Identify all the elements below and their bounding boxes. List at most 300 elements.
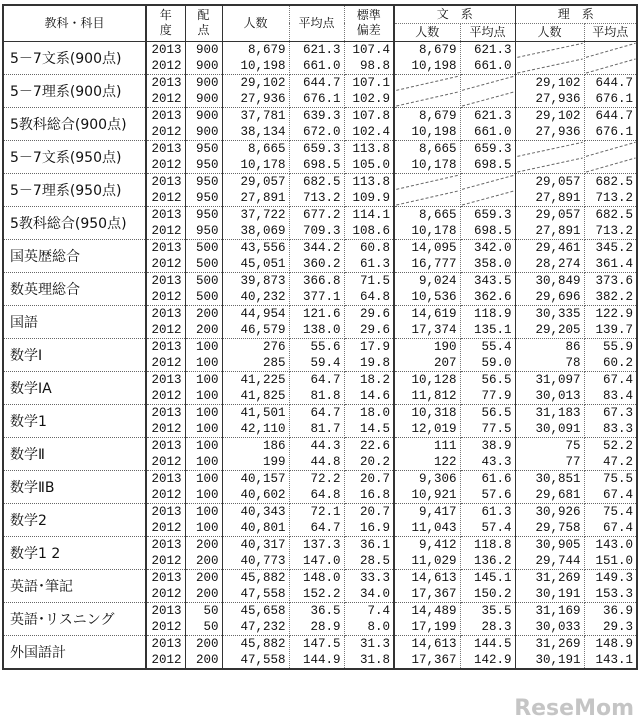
points-value-2013: 100 <box>195 405 219 420</box>
table-row <box>3 536 637 569</box>
year-value-2012: 2012 <box>151 553 182 568</box>
count-value-2012: 27,936 <box>240 91 286 106</box>
rikei-count-value-2012: 29,681 <box>535 487 581 502</box>
year-value-2013: 2013 <box>151 240 182 255</box>
count-value-2012: 285 <box>262 355 286 370</box>
bunkei-average-value-2012: 59.0 <box>481 355 512 370</box>
points-value-2013: 100 <box>195 339 219 354</box>
rikei-average-value-2013: 345.2 <box>595 240 634 255</box>
subject-cell: 5－7理系(900点) <box>3 74 146 107</box>
average-value-2012: 661.0 <box>302 58 341 73</box>
table-row <box>3 569 637 602</box>
sd-value-2013: 7.4 <box>367 603 390 618</box>
year-value-2013: 2013 <box>151 405 182 420</box>
count-value-2013: 39,873 <box>240 273 286 288</box>
bunkei-count-value-2013: 10,318 <box>411 405 457 420</box>
header-year-line1: 年 <box>159 8 172 23</box>
bunkei-average-cell <box>460 206 515 239</box>
count-cell <box>222 272 289 305</box>
count-value-2013: 45,882 <box>240 570 286 585</box>
points-cell <box>185 536 222 569</box>
average-value-2012: 672.0 <box>302 124 341 139</box>
year-cell <box>146 107 185 140</box>
points-value-2012: 200 <box>195 553 219 568</box>
bunkei-count-value-2013: 14,095 <box>411 240 457 255</box>
average-value-2012: 81.7 <box>310 421 341 436</box>
rikei-count-cell <box>515 569 584 602</box>
rikei-average-empty-cell <box>584 140 637 173</box>
bunkei-average-empty-cell <box>460 173 515 206</box>
year-value-2013: 2013 <box>151 273 182 288</box>
rikei-average-cell <box>584 305 637 338</box>
average-value-2012: 676.1 <box>302 91 341 106</box>
rikei-average-value-2012: 153.3 <box>595 586 634 601</box>
rikei-count-cell <box>515 338 584 371</box>
sd-cell <box>344 470 394 503</box>
rikei-average-value-2012: 139.7 <box>595 322 634 337</box>
sd-cell <box>344 602 394 635</box>
diagonal-slash-icon <box>461 174 515 206</box>
average-value-2013: 659.3 <box>302 141 341 156</box>
year-cell <box>146 173 185 206</box>
count-value-2013: 29,102 <box>240 75 286 90</box>
bunkei-count-value-2012: 17,199 <box>411 619 457 634</box>
average-cell <box>289 404 344 437</box>
sd-value-2012: 20.2 <box>359 454 390 469</box>
sd-value-2013: 113.8 <box>352 174 390 189</box>
bunkei-count-cell <box>394 305 460 338</box>
bunkei-count-cell <box>394 569 460 602</box>
bunkei-count-value-2012: 207 <box>433 355 457 370</box>
points-value-2013: 950 <box>195 207 219 222</box>
rikei-average-cell <box>584 74 637 107</box>
rikei-count-value-2013: 86 <box>565 339 581 354</box>
average-value-2013: 121.6 <box>302 306 341 321</box>
bunkei-average-value-2013: 342.0 <box>474 240 512 255</box>
count-cell <box>222 173 289 206</box>
rikei-average-value-2013: 122.9 <box>595 306 634 321</box>
points-cell <box>185 74 222 107</box>
average-value-2012: 44.8 <box>310 454 341 469</box>
count-cell <box>222 206 289 239</box>
rikei-count-cell <box>515 206 584 239</box>
average-value-2013: 36.5 <box>310 603 341 618</box>
bunkei-average-cell <box>460 41 515 74</box>
sd-value-2013: 20.7 <box>359 504 390 519</box>
rikei-count-value-2012: 30,191 <box>535 652 581 667</box>
rikei-count-value-2012: 28,274 <box>535 256 581 271</box>
subject-cell: 数学ⅠA <box>3 371 146 404</box>
rikei-average-value-2012: 67.4 <box>603 487 634 502</box>
rikei-average-value-2012: 47.2 <box>603 454 634 469</box>
subject-cell: 5－7文系(950点) <box>3 140 146 173</box>
table-row <box>3 338 637 371</box>
rikei-average-cell <box>584 437 637 470</box>
bunkei-count-cell <box>394 338 460 371</box>
bunkei-average-value-2013: 144.5 <box>474 636 512 651</box>
subject-cell: 数学Ⅱ <box>3 437 146 470</box>
count-value-2013: 45,658 <box>240 603 286 618</box>
bunkei-count-value-2013: 9,412 <box>418 537 457 552</box>
rikei-count-value-2013: 30,905 <box>535 537 581 552</box>
subject-cell: 数英理総合 <box>3 272 146 305</box>
subject-cell: 数学Ⅰ <box>3 338 146 371</box>
header-sd <box>344 5 394 41</box>
year-cell <box>146 239 185 272</box>
average-value-2012: 144.9 <box>302 652 341 667</box>
bunkei-average-value-2013: 145.1 <box>474 570 512 585</box>
bunkei-average-cell <box>460 140 515 173</box>
count-value-2012: 42,110 <box>240 421 286 436</box>
rikei-average-cell <box>584 536 637 569</box>
rikei-average-value-2013: 644.7 <box>595 75 634 90</box>
rikei-count-value-2012: 78 <box>565 355 581 370</box>
rikei-count-value-2013: 31,097 <box>535 372 581 387</box>
points-value-2012: 900 <box>195 124 219 139</box>
count-value-2013: 8,665 <box>247 141 286 156</box>
bunkei-average-cell <box>460 371 515 404</box>
average-value-2012: 377.1 <box>302 289 341 304</box>
rikei-count-value-2012: 77 <box>565 454 581 469</box>
table-row <box>3 107 637 140</box>
average-cell <box>289 503 344 536</box>
rikei-average-value-2013: 55.9 <box>603 339 634 354</box>
subject-cell: 数学1 2 <box>3 536 146 569</box>
subject-cell: 国英歴総合 <box>3 239 146 272</box>
rikei-count-cell <box>515 404 584 437</box>
diagonal-slash-icon <box>585 141 637 173</box>
bunkei-count-value-2012: 11,029 <box>411 553 457 568</box>
year-value-2012: 2012 <box>151 157 182 172</box>
year-value-2012: 2012 <box>151 586 182 601</box>
average-value-2013: 677.2 <box>302 207 341 222</box>
rikei-count-value-2013: 31,269 <box>535 636 581 651</box>
year-value-2012: 2012 <box>151 520 182 535</box>
rikei-count-cell <box>515 305 584 338</box>
points-cell <box>185 437 222 470</box>
header-rikei: 理 系 <box>515 5 637 23</box>
average-value-2012: 64.7 <box>310 520 341 535</box>
points-cell <box>185 470 222 503</box>
points-cell <box>185 41 222 74</box>
sd-value-2012: 105.0 <box>352 157 390 172</box>
header-year-line2: 度 <box>159 23 172 38</box>
year-value-2012: 2012 <box>151 355 182 370</box>
year-value-2013: 2013 <box>151 141 182 156</box>
sd-value-2013: 71.5 <box>359 273 390 288</box>
sd-value-2013: 60.8 <box>359 240 390 255</box>
table-row <box>3 602 637 635</box>
rikei-average-value-2013: 75.4 <box>603 504 634 519</box>
bunkei-average-cell <box>460 404 515 437</box>
year-cell <box>146 41 185 74</box>
bunkei-count-value-2012: 10,198 <box>411 124 457 139</box>
year-value-2012: 2012 <box>151 454 182 469</box>
points-cell <box>185 140 222 173</box>
rikei-average-value-2013: 682.5 <box>595 207 634 222</box>
bunkei-average-value-2012: 142.9 <box>474 652 512 667</box>
count-cell <box>222 239 289 272</box>
rikei-count-value-2012: 29,205 <box>535 322 581 337</box>
rikei-average-cell <box>584 371 637 404</box>
bunkei-count-cell <box>394 140 460 173</box>
average-value-2012: 713.2 <box>302 190 341 205</box>
sd-value-2012: 16.8 <box>359 487 390 502</box>
count-value-2013: 276 <box>262 339 286 354</box>
average-value-2013: 682.5 <box>302 174 341 189</box>
rikei-count-value-2013: 30,849 <box>535 273 581 288</box>
header-rikei-count: 人数 <box>515 23 584 41</box>
table-row <box>3 272 637 305</box>
header-subject: 教科・科目 <box>3 5 146 41</box>
count-cell <box>222 107 289 140</box>
rikei-count-value-2012: 30,033 <box>535 619 581 634</box>
count-value-2012: 199 <box>262 454 286 469</box>
sd-value-2013: 107.4 <box>352 42 390 57</box>
count-value-2013: 37,722 <box>240 207 286 222</box>
bunkei-average-cell <box>460 635 515 669</box>
year-cell <box>146 569 185 602</box>
bunkei-average-cell <box>460 536 515 569</box>
sd-value-2012: 29.6 <box>359 322 390 337</box>
average-cell <box>289 107 344 140</box>
count-cell <box>222 305 289 338</box>
average-value-2013: 639.3 <box>302 108 341 123</box>
sd-value-2012: 14.5 <box>359 421 390 436</box>
table-row <box>3 140 637 173</box>
average-value-2013: 64.7 <box>310 405 341 420</box>
year-value-2013: 2013 <box>151 372 182 387</box>
rikei-count-cell <box>515 107 584 140</box>
subject-cell: 5－7理系(950点) <box>3 173 146 206</box>
count-value-2012: 38,069 <box>240 223 286 238</box>
year-value-2012: 2012 <box>151 619 182 634</box>
header-count: 人数 <box>222 5 289 41</box>
rikei-count-cell <box>515 536 584 569</box>
points-value-2012: 50 <box>203 619 219 634</box>
points-value-2012: 500 <box>195 289 219 304</box>
rikei-count-value-2013: 31,169 <box>535 603 581 618</box>
sd-value-2012: 16.9 <box>359 520 390 535</box>
year-value-2013: 2013 <box>151 537 182 552</box>
average-value-2013: 44.3 <box>310 438 341 453</box>
year-cell <box>146 272 185 305</box>
average-cell <box>289 437 344 470</box>
count-cell <box>222 338 289 371</box>
sd-value-2012: 64.8 <box>359 289 390 304</box>
subject-cell: 数学1 <box>3 404 146 437</box>
year-value-2012: 2012 <box>151 652 182 667</box>
year-value-2013: 2013 <box>151 174 182 189</box>
count-value-2012: 47,558 <box>240 652 286 667</box>
sd-value-2012: 8.0 <box>367 619 390 634</box>
bunkei-count-cell <box>394 371 460 404</box>
count-value-2012: 45,051 <box>240 256 286 271</box>
rikei-average-cell <box>584 107 637 140</box>
bunkei-average-cell <box>460 305 515 338</box>
year-value-2013: 2013 <box>151 438 182 453</box>
rikei-count-value-2012: 27,891 <box>535 190 581 205</box>
rikei-count-cell <box>515 173 584 206</box>
points-cell <box>185 206 222 239</box>
points-value-2012: 100 <box>195 388 219 403</box>
bunkei-count-value-2013: 14,613 <box>411 570 457 585</box>
bunkei-count-value-2012: 10,198 <box>411 58 457 73</box>
bunkei-average-value-2012: 698.5 <box>474 157 512 172</box>
subject-cell: 数学ⅡB <box>3 470 146 503</box>
average-cell <box>289 371 344 404</box>
bunkei-average-value-2012: 57.6 <box>481 487 512 502</box>
rikei-average-cell <box>584 272 637 305</box>
count-value-2012: 47,558 <box>240 586 286 601</box>
average-cell <box>289 470 344 503</box>
year-value-2013: 2013 <box>151 636 182 651</box>
count-value-2013: 40,317 <box>240 537 286 552</box>
count-value-2012: 38,134 <box>240 124 286 139</box>
average-cell <box>289 173 344 206</box>
bunkei-count-value-2012: 10,921 <box>411 487 457 502</box>
average-cell <box>289 74 344 107</box>
points-value-2012: 100 <box>195 454 219 469</box>
year-value-2013: 2013 <box>151 471 182 486</box>
bunkei-count-value-2012: 16,777 <box>411 256 457 271</box>
diagonal-slash-icon <box>585 42 637 74</box>
count-value-2013: 45,882 <box>240 636 286 651</box>
bunkei-count-value-2013: 190 <box>433 339 457 354</box>
bunkei-average-value-2013: 659.3 <box>474 141 512 156</box>
sd-value-2013: 36.1 <box>359 537 390 552</box>
count-value-2013: 43,556 <box>240 240 286 255</box>
average-value-2012: 81.8 <box>310 388 341 403</box>
rikei-average-value-2012: 361.4 <box>595 256 634 271</box>
average-value-2012: 698.5 <box>302 157 341 172</box>
bunkei-count-cell <box>394 470 460 503</box>
sd-value-2013: 20.7 <box>359 471 390 486</box>
average-value-2013: 72.2 <box>310 471 341 486</box>
average-value-2012: 64.8 <box>310 487 341 502</box>
bunkei-average-value-2012: 358.0 <box>474 256 512 271</box>
bunkei-average-value-2013: 35.5 <box>481 603 512 618</box>
bunkei-average-value-2012: 698.5 <box>474 223 512 238</box>
points-value-2013: 200 <box>195 306 219 321</box>
points-value-2013: 200 <box>195 537 219 552</box>
rikei-average-value-2012: 83.4 <box>603 388 634 403</box>
rikei-count-value-2013: 30,335 <box>535 306 581 321</box>
rikei-average-cell <box>584 239 637 272</box>
average-value-2013: 55.6 <box>310 339 341 354</box>
average-value-2012: 147.0 <box>302 553 341 568</box>
bunkei-count-value-2013: 8,679 <box>418 108 457 123</box>
rikei-count-cell <box>515 74 584 107</box>
rikei-average-value-2012: 713.2 <box>595 190 634 205</box>
average-value-2013: 621.3 <box>302 42 341 57</box>
count-value-2013: 37,781 <box>240 108 286 123</box>
year-cell <box>146 602 185 635</box>
sd-value-2013: 31.3 <box>359 636 390 651</box>
points-value-2012: 100 <box>195 355 219 370</box>
bunkei-count-value-2012: 11,043 <box>411 520 457 535</box>
bunkei-average-cell <box>460 569 515 602</box>
rikei-count-value-2013: 31,269 <box>535 570 581 585</box>
bunkei-count-value-2013: 8,665 <box>418 207 457 222</box>
rikei-average-value-2013: 148.9 <box>595 636 634 651</box>
rikei-average-value-2012: 676.1 <box>595 124 634 139</box>
points-cell <box>185 602 222 635</box>
rikei-average-value-2012: 143.1 <box>595 652 634 667</box>
year-cell <box>146 503 185 536</box>
rikei-average-value-2013: 67.3 <box>603 405 634 420</box>
rikei-count-value-2012: 27,936 <box>535 124 581 139</box>
count-value-2013: 29,057 <box>240 174 286 189</box>
sd-cell <box>344 239 394 272</box>
bunkei-count-value-2012: 10,178 <box>411 157 457 172</box>
bunkei-count-value-2013: 9,024 <box>418 273 457 288</box>
points-value-2012: 950 <box>195 190 219 205</box>
resemom-watermark-logo: ReseMom <box>514 696 634 721</box>
bunkei-average-cell <box>460 602 515 635</box>
rikei-average-value-2013: 67.4 <box>603 372 634 387</box>
points-cell <box>185 173 222 206</box>
rikei-average-value-2012: 67.4 <box>603 520 634 535</box>
year-cell <box>146 140 185 173</box>
table-row <box>3 74 637 107</box>
points-value-2013: 500 <box>195 240 219 255</box>
sd-value-2012: 102.9 <box>352 91 390 106</box>
bunkei-average-value-2013: 55.4 <box>481 339 512 354</box>
bunkei-count-value-2013: 14,489 <box>411 603 457 618</box>
points-cell <box>185 239 222 272</box>
year-cell <box>146 470 185 503</box>
year-value-2013: 2013 <box>151 306 182 321</box>
points-cell <box>185 107 222 140</box>
points-value-2013: 900 <box>195 108 219 123</box>
sd-value-2013: 18.2 <box>359 372 390 387</box>
year-value-2012: 2012 <box>151 388 182 403</box>
year-value-2013: 2013 <box>151 339 182 354</box>
diagonal-slash-icon <box>461 75 515 107</box>
bunkei-count-value-2013: 9,417 <box>418 504 457 519</box>
year-value-2012: 2012 <box>151 58 182 73</box>
count-cell <box>222 371 289 404</box>
year-value-2013: 2013 <box>151 207 182 222</box>
sd-value-2013: 17.9 <box>359 339 390 354</box>
subject-cell: 英語･リスニング <box>3 602 146 635</box>
rikei-count-value-2012: 29,758 <box>535 520 581 535</box>
count-value-2013: 40,157 <box>240 471 286 486</box>
year-value-2012: 2012 <box>151 223 182 238</box>
points-value-2013: 100 <box>195 504 219 519</box>
sd-cell <box>344 371 394 404</box>
sd-value-2012: 102.4 <box>352 124 390 139</box>
points-value-2013: 950 <box>195 141 219 156</box>
rikei-average-value-2012: 382.2 <box>595 289 634 304</box>
bunkei-average-cell <box>460 338 515 371</box>
sd-cell <box>344 41 394 74</box>
table-row <box>3 470 637 503</box>
rikei-average-value-2012: 151.0 <box>595 553 634 568</box>
points-value-2013: 900 <box>195 75 219 90</box>
year-value-2012: 2012 <box>151 289 182 304</box>
average-cell <box>289 305 344 338</box>
bunkei-count-value-2013: 111 <box>433 438 457 453</box>
points-cell <box>185 338 222 371</box>
bunkei-average-value-2013: 118.9 <box>474 306 512 321</box>
bunkei-average-value-2012: 28.3 <box>481 619 512 634</box>
year-value-2013: 2013 <box>151 108 182 123</box>
bunkei-average-value-2013: 343.5 <box>474 273 512 288</box>
points-value-2012: 900 <box>195 91 219 106</box>
table-row <box>3 41 637 74</box>
